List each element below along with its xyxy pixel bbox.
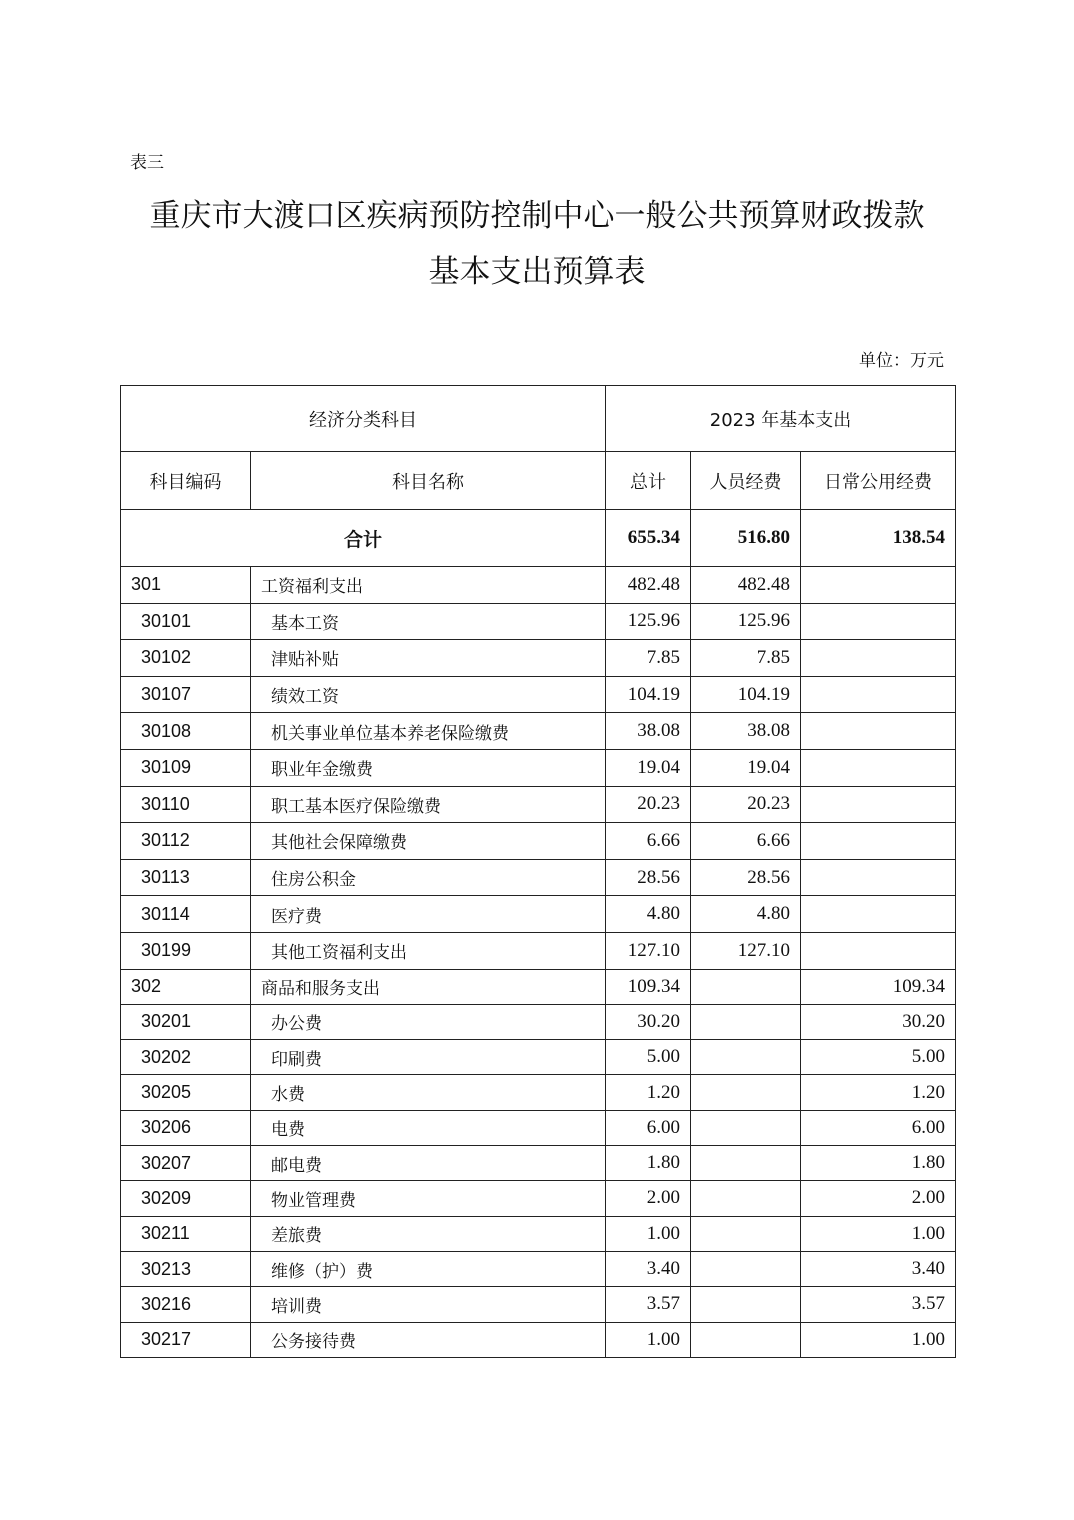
row-code: 30109	[121, 749, 251, 786]
row-code: 30209	[121, 1181, 251, 1216]
row-name: 医疗费	[251, 896, 606, 933]
row-name: 物业管理费	[251, 1181, 606, 1216]
row-code: 30110	[121, 786, 251, 823]
row-public: 30.20	[801, 1004, 956, 1039]
row-total: 5.00	[606, 1040, 691, 1075]
row-public	[801, 713, 956, 750]
row-personnel	[691, 969, 801, 1004]
row-public: 1.00	[801, 1216, 956, 1251]
row-code: 301	[121, 567, 251, 604]
row-code: 30213	[121, 1251, 251, 1286]
table-number-label: 表三	[130, 153, 164, 173]
row-total: 38.08	[606, 713, 691, 750]
row-public: 3.57	[801, 1287, 956, 1322]
row-name: 差旅费	[251, 1216, 606, 1251]
row-personnel: 7.85	[691, 640, 801, 677]
total-personnel: 516.80	[691, 510, 801, 567]
table-row	[121, 932, 956, 969]
table-row	[121, 969, 956, 1004]
row-personnel: 19.04	[691, 749, 801, 786]
row-name: 公务接待费	[251, 1322, 606, 1357]
row-personnel: 4.80	[691, 896, 801, 933]
table-row	[121, 749, 956, 786]
row-code: 30207	[121, 1146, 251, 1181]
row-personnel: 28.56	[691, 859, 801, 896]
table-row	[121, 1251, 956, 1286]
table-row	[121, 713, 956, 750]
row-code: 30108	[121, 713, 251, 750]
row-personnel: 20.23	[691, 786, 801, 823]
group-header-economic: 经济分类科目	[121, 386, 606, 452]
row-public: 109.34	[801, 969, 956, 1004]
row-total: 30.20	[606, 1004, 691, 1039]
row-code: 30216	[121, 1287, 251, 1322]
row-public: 5.00	[801, 1040, 956, 1075]
row-total: 19.04	[606, 749, 691, 786]
row-personnel	[691, 1216, 801, 1251]
header-code: 科目编码	[121, 452, 251, 510]
row-total: 104.19	[606, 676, 691, 713]
row-personnel	[691, 1110, 801, 1145]
row-total: 7.85	[606, 640, 691, 677]
row-code: 30202	[121, 1040, 251, 1075]
unit-label: 单位：万元	[859, 351, 944, 371]
total-row	[121, 510, 956, 567]
row-public	[801, 823, 956, 860]
row-total: 109.34	[606, 969, 691, 1004]
table-row	[121, 1322, 956, 1357]
row-name: 职工基本医疗保险缴费	[251, 786, 606, 823]
row-personnel: 482.48	[691, 567, 801, 604]
row-personnel: 6.66	[691, 823, 801, 860]
row-public	[801, 676, 956, 713]
table-row	[121, 1287, 956, 1322]
row-public	[801, 567, 956, 604]
table-row	[121, 786, 956, 823]
total-public: 138.54	[801, 510, 956, 567]
row-code: 30201	[121, 1004, 251, 1039]
total-total: 655.34	[606, 510, 691, 567]
row-code: 30206	[121, 1110, 251, 1145]
row-code: 30113	[121, 859, 251, 896]
table-row	[121, 1075, 956, 1110]
row-name: 维修（护）费	[251, 1251, 606, 1286]
row-code: 30112	[121, 823, 251, 860]
table-row	[121, 640, 956, 677]
title-line-2: 基本支出预算表	[428, 254, 646, 290]
row-total: 4.80	[606, 896, 691, 933]
row-name: 其他工资福利支出	[251, 932, 606, 969]
row-personnel: 104.19	[691, 676, 801, 713]
row-total: 1.00	[606, 1216, 691, 1251]
row-name: 邮电费	[251, 1146, 606, 1181]
row-public	[801, 896, 956, 933]
row-code: 30217	[121, 1322, 251, 1357]
row-public: 6.00	[801, 1110, 956, 1145]
table-row	[121, 1146, 956, 1181]
row-personnel: 38.08	[691, 713, 801, 750]
row-total: 28.56	[606, 859, 691, 896]
row-name: 其他社会保障缴费	[251, 823, 606, 860]
row-code: 30107	[121, 676, 251, 713]
row-total: 2.00	[606, 1181, 691, 1216]
row-personnel	[691, 1251, 801, 1286]
row-personnel: 125.96	[691, 603, 801, 640]
row-total: 3.57	[606, 1287, 691, 1322]
row-personnel	[691, 1287, 801, 1322]
row-name: 电费	[251, 1110, 606, 1145]
row-personnel	[691, 1040, 801, 1075]
row-total: 1.20	[606, 1075, 691, 1110]
row-code: 30102	[121, 640, 251, 677]
table-row	[121, 859, 956, 896]
row-code: 30205	[121, 1075, 251, 1110]
table-row	[121, 896, 956, 933]
row-name: 商品和服务支出	[251, 969, 606, 1004]
row-name: 职业年金缴费	[251, 749, 606, 786]
table-row	[121, 1110, 956, 1145]
row-name: 培训费	[251, 1287, 606, 1322]
row-public	[801, 603, 956, 640]
row-total: 482.48	[606, 567, 691, 604]
row-code: 30199	[121, 932, 251, 969]
row-personnel	[691, 1075, 801, 1110]
row-name: 机关事业单位基本养老保险缴费	[251, 713, 606, 750]
table-row	[121, 567, 956, 604]
row-name: 绩效工资	[251, 676, 606, 713]
row-name: 印刷费	[251, 1040, 606, 1075]
total-label: 合计	[121, 510, 606, 567]
row-name: 住房公积金	[251, 859, 606, 896]
row-code: 30101	[121, 603, 251, 640]
row-code: 30211	[121, 1216, 251, 1251]
group-header-2023: 2023 年基本支出	[606, 386, 956, 452]
row-public	[801, 932, 956, 969]
row-total: 20.23	[606, 786, 691, 823]
row-total: 1.80	[606, 1146, 691, 1181]
table-row	[121, 676, 956, 713]
row-public: 1.20	[801, 1075, 956, 1110]
table-row	[121, 1004, 956, 1039]
row-total: 3.40	[606, 1251, 691, 1286]
group-header-row	[121, 386, 956, 452]
header-personnel: 人员经费	[691, 452, 801, 510]
row-personnel	[691, 1146, 801, 1181]
budget-table	[120, 385, 956, 1358]
row-public	[801, 859, 956, 896]
row-public: 2.00	[801, 1181, 956, 1216]
row-name: 基本工资	[251, 603, 606, 640]
row-name: 办公费	[251, 1004, 606, 1039]
row-public: 1.80	[801, 1146, 956, 1181]
row-code: 30114	[121, 896, 251, 933]
row-total: 1.00	[606, 1322, 691, 1357]
table-row	[121, 603, 956, 640]
row-name: 工资福利支出	[251, 567, 606, 604]
table-row	[121, 1216, 956, 1251]
header-public: 日常公用经费	[801, 452, 956, 510]
header-name: 科目名称	[251, 452, 606, 510]
row-public	[801, 640, 956, 677]
row-code: 302	[121, 969, 251, 1004]
row-name: 津贴补贴	[251, 640, 606, 677]
row-personnel: 127.10	[691, 932, 801, 969]
row-total: 6.00	[606, 1110, 691, 1145]
row-public: 3.40	[801, 1251, 956, 1286]
row-total: 6.66	[606, 823, 691, 860]
row-name: 水费	[251, 1075, 606, 1110]
table-row	[121, 823, 956, 860]
column-header-row	[121, 452, 956, 510]
row-public: 1.00	[801, 1322, 956, 1357]
table-row	[121, 1181, 956, 1216]
page-title	[0, 188, 1074, 300]
row-total: 125.96	[606, 603, 691, 640]
row-public	[801, 749, 956, 786]
table-row	[121, 1040, 956, 1075]
row-public	[801, 786, 956, 823]
row-personnel	[691, 1322, 801, 1357]
row-personnel	[691, 1181, 801, 1216]
title-line-1: 重庆市大渡口区疾病预防控制中心一般公共预算财政拨款	[149, 198, 925, 234]
row-personnel	[691, 1004, 801, 1039]
header-total: 总计	[606, 452, 691, 510]
row-total: 127.10	[606, 932, 691, 969]
